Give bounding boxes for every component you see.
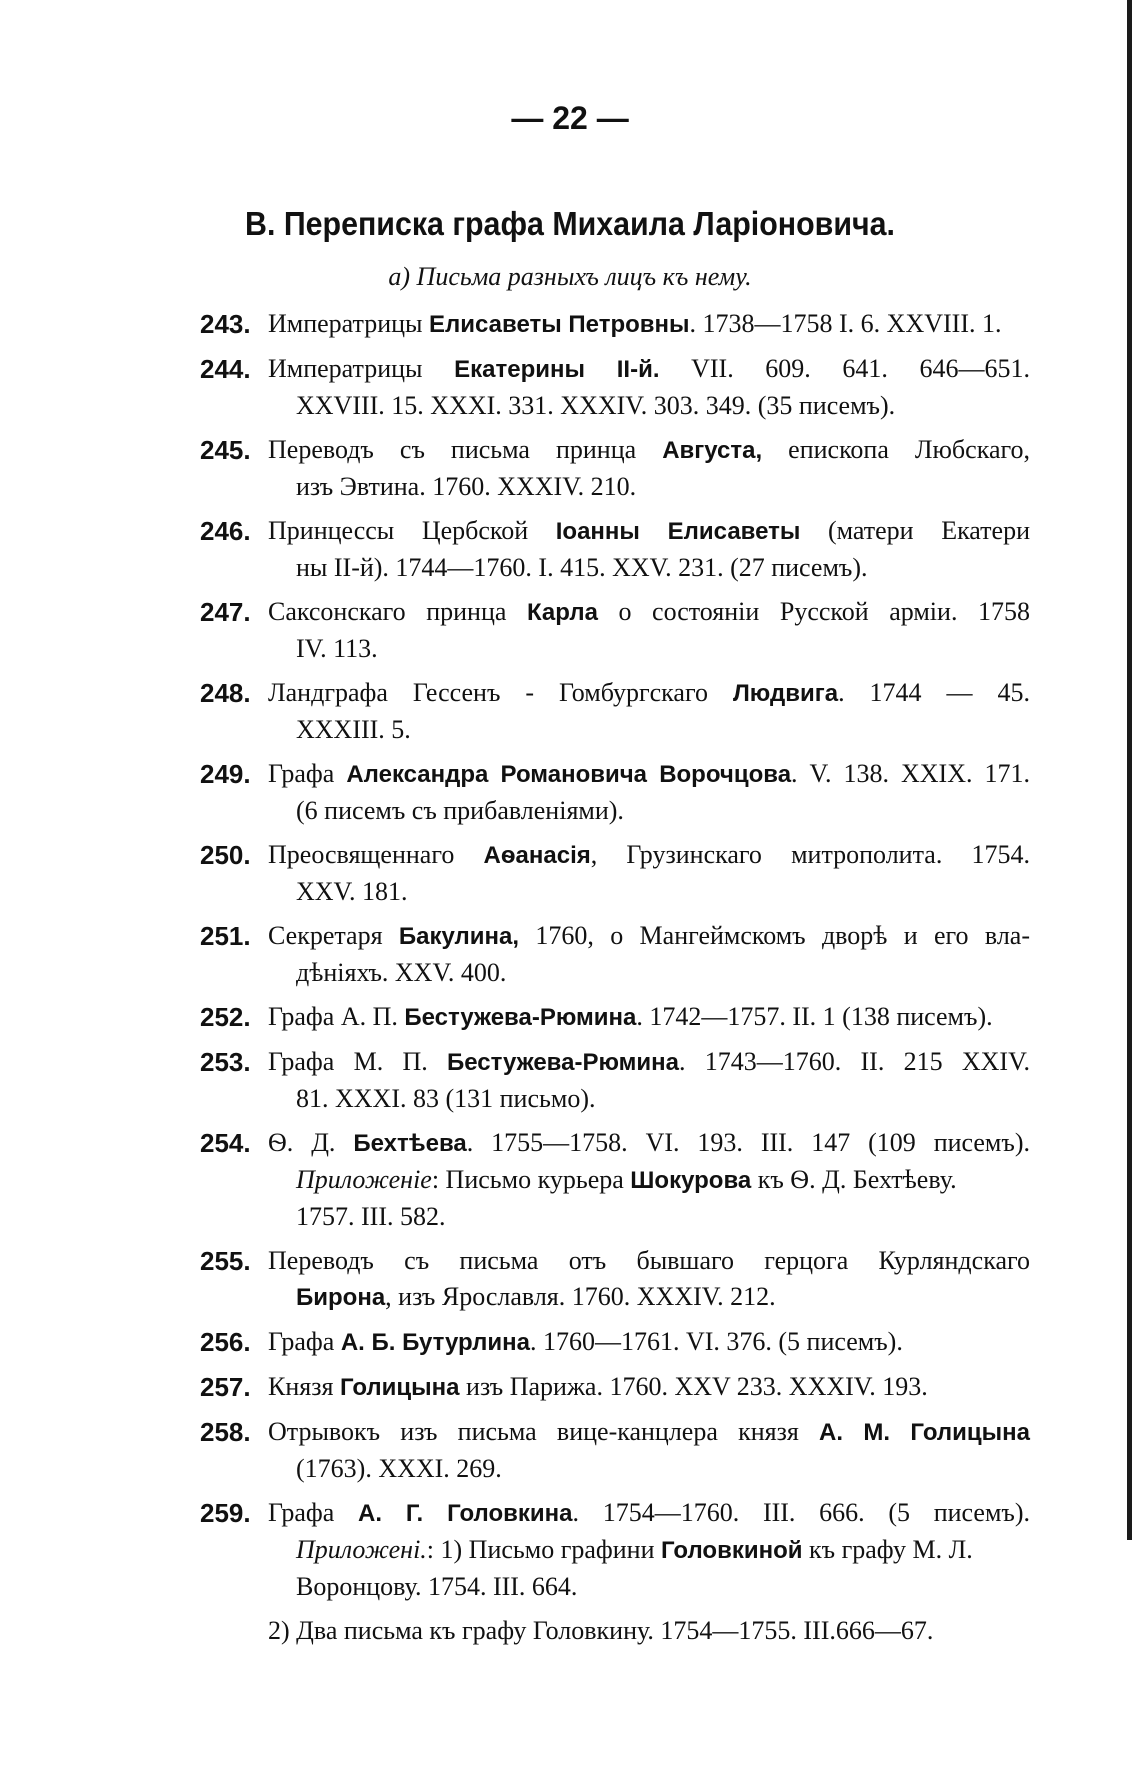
entry-text: Графа — [268, 759, 347, 788]
entry-number: 251. — [200, 921, 251, 951]
entry-text: Графа — [268, 1498, 359, 1527]
entry-text: Принцессы Цербской — [268, 516, 556, 545]
entry-name: Бехтѣева — [353, 1130, 467, 1157]
entry-line — [268, 1199, 1030, 1235]
entry-number: 253. — [200, 1047, 251, 1077]
entry — [200, 1044, 1030, 1117]
entry-text: Графа — [268, 1327, 341, 1356]
entry-line — [268, 1125, 1030, 1162]
section-heading: В. Переписка графа Михаила Ларіоновича. — [245, 205, 895, 242]
entry-text: Ѳ. Д. — [268, 1128, 354, 1157]
entry-text: Отрывокъ изъ письма вице-канцлера князя — [268, 1417, 820, 1446]
entry — [200, 513, 1030, 586]
entry-text: . 1743—1760. II. 215 XXIV. — [679, 1047, 1031, 1076]
entry-line — [268, 1044, 1030, 1081]
entry-name: Бакулина, — [398, 923, 520, 950]
entry-number: 259. — [200, 1498, 251, 1528]
entry-text: (6 писемъ съ прибавленіями). — [296, 796, 624, 825]
entry-line — [268, 1243, 1030, 1279]
entry-text: , изъ Ярославля. 1760. XXXIV. 212. — [385, 1282, 776, 1311]
entry-extra-line: 2) Два письма къ графу Головкину. 1754—1755. III.666—67. — [268, 1616, 934, 1645]
page-number: — 22 — — [511, 100, 629, 136]
entry-name: Бирона — [296, 1284, 386, 1311]
entry-text: VII. 609. 641. 646—651. — [659, 354, 1030, 383]
entry-name: Карла — [526, 599, 598, 626]
entry-text: , Грузинскаго митрополита. 1754. — [590, 840, 1030, 869]
entry-text: Графа М. П. — [268, 1047, 448, 1076]
entry-line — [268, 1569, 1030, 1605]
entry-text: Переводъ съ письма принца — [268, 435, 663, 464]
entry-line — [268, 1279, 1030, 1316]
entry-line — [268, 1162, 1030, 1199]
entry-line — [268, 306, 1030, 343]
entry-number: 252. — [200, 1002, 251, 1032]
entry-text: Секретаря — [268, 921, 399, 950]
entries-list — [200, 306, 1030, 1649]
entry-text: Графа А. П. — [268, 1002, 405, 1031]
entry-text: 81. XXXI. 83 (131 письмо). — [296, 1084, 596, 1113]
entry-text: . 1755—1758. VI. 193. III. 147 (109 писемъ). — [466, 1128, 1030, 1157]
entry-number: 258. — [200, 1417, 251, 1447]
entry-text: Переводъ съ письма отъ бывшаго герцога Курляндскаго — [268, 1246, 1030, 1275]
entry-text: . 1742—1757. II. 1 (138 писемъ). — [636, 1002, 993, 1031]
entry-text: къ графу М. Л. — [802, 1535, 973, 1564]
entry-line — [268, 1324, 1030, 1361]
entry-name: Екатерины II-й. — [454, 356, 660, 383]
entry — [200, 756, 1030, 829]
entry-text: : Письмо курьера — [431, 1165, 631, 1194]
entry-line — [268, 351, 1030, 388]
entry-text: епископа Любскаго, — [762, 435, 1030, 464]
entry-line — [268, 469, 1030, 505]
entry-text: Императрицы — [268, 309, 430, 338]
entry-line — [268, 1081, 1030, 1117]
entry — [200, 837, 1030, 910]
entry-line — [268, 999, 1030, 1036]
entry-name: А. Б. Бутурлина — [340, 1329, 530, 1356]
entry-name: Людвига — [732, 680, 839, 707]
entry-name: Александра Романовича Ворочцова — [346, 761, 792, 788]
entry-text: къ Ѳ. Д. Бехтѣеву. — [751, 1165, 957, 1194]
entry-number: 254. — [200, 1128, 251, 1158]
entry-line — [268, 918, 1030, 955]
entry-line — [268, 631, 1030, 667]
entry-text: . 1744 — 45. — [838, 678, 1030, 707]
entry-line — [268, 675, 1030, 712]
entry — [200, 675, 1030, 748]
entry-line — [268, 550, 1030, 586]
entry-text: ны II-й). 1744—1760. I. 415. XXV. 231. (27 писемъ). — [296, 553, 868, 582]
entry-name: А. М. Голицына — [819, 1419, 1030, 1446]
entry-line — [268, 513, 1030, 550]
entry-line — [268, 1495, 1030, 1532]
entry — [200, 432, 1030, 505]
entry — [200, 1369, 1030, 1406]
entry-name: Аѳанасія — [483, 842, 591, 869]
entry-text: (матери Екатери — [800, 516, 1030, 545]
entry-number: 250. — [200, 840, 251, 870]
entry-number: 249. — [200, 759, 251, 789]
entry-number: 256. — [200, 1327, 251, 1357]
entry-name: Бестужева-Рюмина — [404, 1004, 637, 1031]
entry-text: 1760, о Мангеймскомъ дворѣ и его вла- — [519, 921, 1030, 950]
entry-text: изъ Эвтина. 1760. XXXIV. 210. — [296, 472, 637, 501]
entry-line — [268, 1369, 1030, 1406]
entry-number: 245. — [200, 435, 251, 465]
entry — [200, 918, 1030, 991]
entry-text: дѣніяхъ. XXV. 400. — [296, 958, 507, 987]
entry — [200, 351, 1030, 424]
entry — [200, 1125, 1030, 1235]
entry-text: . V. 138. XXIX. 171. — [791, 759, 1030, 788]
entry-text: XXVIII. 15. XXXI. 331. XXXIV. 303. 349. (35 писемъ). — [296, 391, 896, 420]
entry-name: Бестужева-Рюмина — [447, 1049, 679, 1076]
entry-text: : 1) Письмо графини — [426, 1535, 662, 1564]
entry-line — [268, 955, 1030, 991]
entry-text: XXXIII. 5. — [296, 715, 411, 744]
entry-text: о состояніи Русской арміи. 1758 — [597, 597, 1031, 626]
entry-line — [268, 756, 1030, 793]
entry-text: изъ Парижа. 1760. XXV 233. XXXIV. 193. — [459, 1372, 928, 1401]
entry — [200, 1414, 1030, 1487]
entry-line — [268, 432, 1030, 469]
entry-number: 257. — [200, 1372, 251, 1402]
entry-annotation: Приложені. — [296, 1535, 427, 1564]
entry-text: Императрицы — [268, 354, 455, 383]
entry-line — [268, 1532, 1030, 1569]
entry-text: Ландграфа Гессенъ - Гомбургскаго — [268, 678, 733, 707]
entry — [200, 594, 1030, 667]
entry-number: 246. — [200, 516, 251, 546]
entry-line — [268, 793, 1030, 829]
entry-text: Воронцову. 1754. III. 664. — [296, 1572, 578, 1601]
entry-text: . 1738—1758 I. 6. XXVIII. 1. — [689, 309, 1002, 338]
entry-line — [268, 388, 1030, 424]
entry-name: Голицына — [339, 1374, 460, 1401]
entry-text: . 1754—1760. III. 666. (5 писемъ). — [572, 1498, 1030, 1527]
entry — [200, 1324, 1030, 1361]
entry-number: 247. — [200, 597, 251, 627]
entry-line — [268, 874, 1030, 910]
entry — [200, 1243, 1030, 1316]
entry-text: (1763). XXXI. 269. — [296, 1454, 502, 1483]
entry — [200, 1495, 1030, 1605]
entry-name: Шокурова — [630, 1167, 752, 1194]
entry-name: Августа, — [662, 437, 763, 464]
entry-name: Елисаветы Петровны — [429, 311, 690, 338]
entry-name: Іоанны Елисаветы — [555, 518, 801, 545]
entry-number: 244. — [200, 354, 251, 384]
entry-text: Саксонскаго принца — [268, 597, 527, 626]
entry-text: 1757. III. 582. — [296, 1202, 446, 1231]
entry-annotation: Приложеніе — [296, 1165, 432, 1194]
entry-number: 255. — [200, 1246, 251, 1276]
entry-text: Преосвященнаго — [268, 840, 484, 869]
entry-line — [268, 594, 1030, 631]
entry-name: Головкиной — [661, 1537, 803, 1564]
entry-text: . 1760—1761. VI. 376. (5 писемъ). — [529, 1327, 903, 1356]
entry-line — [268, 1414, 1030, 1451]
entry-line — [268, 837, 1030, 874]
entry-number: 243. — [200, 309, 251, 339]
entry-text: XXV. 181. — [296, 877, 408, 906]
entry — [200, 306, 1030, 343]
entry — [200, 999, 1030, 1036]
entry-line — [268, 1451, 1030, 1487]
entry-name: А. Г. Головкина — [358, 1500, 573, 1527]
section-subheading: а) Письма разныхъ лицъ къ нему. — [388, 262, 752, 291]
entry-text: IV. 113. — [296, 634, 378, 663]
page-edge-line — [1127, 0, 1132, 1540]
entry-text: Князя — [268, 1372, 340, 1401]
entry-line — [268, 712, 1030, 748]
entry-number: 248. — [200, 678, 251, 708]
